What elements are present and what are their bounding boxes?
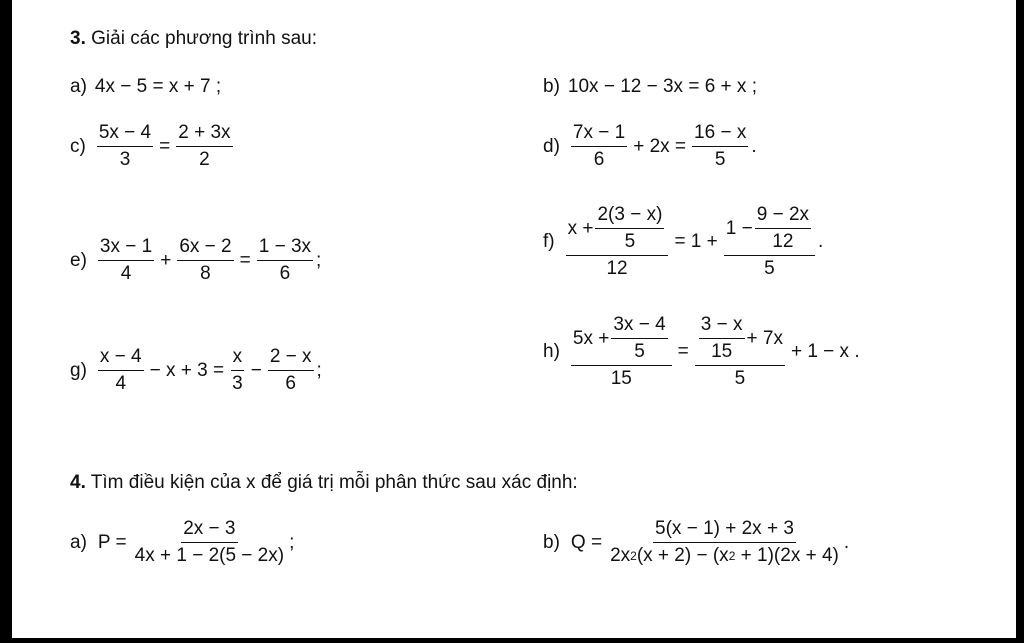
compound-fraction	[571, 314, 672, 390]
exercise-4b	[543, 518, 849, 567]
term: (x + 2) − (x	[636, 545, 729, 566]
lhs: P =	[97, 531, 127, 553]
end-punct: .	[843, 531, 850, 553]
fraction	[97, 122, 153, 171]
label-3g: g)	[70, 359, 87, 381]
worksheet	[12, 0, 1016, 638]
end-punct: ;	[289, 531, 295, 553]
denominator: 4x + 1 − 2(5 − 2x)	[134, 545, 285, 566]
end-punct: ;	[316, 359, 322, 381]
compound-fraction	[724, 204, 815, 280]
numerator: 3 − x	[699, 314, 745, 339]
exercise-3c	[70, 122, 236, 171]
numerator: 2(3 − x)	[595, 204, 664, 229]
lhs: Q =	[570, 531, 603, 553]
numerator: x	[231, 346, 245, 371]
exercise-3f	[543, 204, 823, 280]
fraction	[755, 204, 811, 253]
fraction	[176, 122, 232, 171]
term: 2x	[610, 545, 631, 566]
denominator: 5	[634, 341, 645, 362]
denominator: 4	[115, 373, 127, 394]
label-4a: a)	[70, 531, 87, 553]
numerator: 6x − 2	[177, 236, 233, 261]
operator: =	[677, 341, 689, 362]
fraction	[98, 236, 154, 285]
numerator: 5(x − 1) + 2x + 3	[653, 518, 796, 543]
section-4-title: Tìm điều kiện của x để giá trị mỗi phân thức sau xác định:	[90, 472, 578, 493]
denominator	[608, 543, 841, 567]
denominator: 5	[734, 368, 746, 389]
fraction	[268, 346, 314, 395]
numerator: 2x − 3	[181, 518, 237, 543]
section-4-heading	[70, 472, 578, 494]
label-3d: d)	[543, 135, 560, 157]
term: 5x +	[572, 327, 610, 349]
numerator: x − 4	[98, 346, 144, 371]
numerator: 3x − 1	[98, 236, 154, 261]
exercise-3b	[543, 76, 757, 98]
denominator: 12	[772, 231, 794, 252]
numerator: 16 − x	[692, 122, 748, 147]
exercise-3d	[543, 122, 757, 171]
numerator: 3x − 4	[611, 314, 667, 339]
compound-fraction	[695, 314, 785, 390]
equation-3b: 10x − 12 − 3x = 6 + x ;	[567, 76, 757, 97]
denominator: 5	[714, 149, 726, 170]
section-3-title: Giải các phương trình sau:	[91, 28, 317, 49]
numerator: 9 − 2x	[755, 204, 811, 229]
denominator: 6	[285, 373, 296, 394]
label-3b: b)	[543, 76, 560, 97]
fraction	[177, 236, 233, 285]
numerator: 5x − 4	[97, 122, 153, 147]
end-punct: .	[751, 135, 757, 157]
term: x +	[567, 217, 594, 239]
operator: −	[250, 359, 262, 381]
fraction	[98, 346, 144, 395]
term: + 7x	[746, 327, 783, 349]
section-3-number: 3.	[70, 28, 86, 49]
exercise-4a	[70, 518, 294, 567]
numerator	[695, 314, 785, 366]
exponent: 2	[728, 549, 736, 563]
operator: =	[159, 135, 171, 157]
fraction	[230, 346, 245, 395]
denominator: 6	[593, 149, 605, 170]
label-3f: f)	[543, 231, 555, 252]
numerator: 7x − 1	[571, 122, 627, 147]
fraction	[133, 518, 286, 567]
denominator: 5	[764, 258, 775, 279]
label-3e: e)	[70, 249, 87, 271]
denominator: 8	[200, 263, 211, 284]
operator: + 1 − x .	[790, 341, 860, 362]
operator: + 2x =	[633, 135, 687, 157]
numerator: 2 + 3x	[176, 122, 232, 147]
operator: = 1 +	[674, 231, 718, 252]
denominator: 12	[606, 258, 628, 279]
numerator	[724, 204, 815, 256]
section-3-heading	[70, 28, 317, 50]
fraction	[257, 236, 313, 285]
end-punct: ;	[316, 249, 322, 271]
fraction	[692, 122, 748, 171]
numerator: 2 − x	[268, 346, 314, 371]
term: 1 −	[725, 217, 753, 239]
fraction	[595, 204, 664, 253]
numerator	[571, 314, 672, 366]
denominator: 6	[279, 263, 291, 284]
exponent: 2	[630, 549, 637, 563]
compound-fraction	[566, 204, 669, 280]
label-4b: b)	[543, 531, 560, 553]
numerator	[566, 204, 669, 256]
fraction	[611, 314, 667, 363]
numerator: 1 − 3x	[257, 236, 313, 261]
exercise-3g	[70, 346, 322, 395]
denominator: 4	[120, 263, 132, 284]
operator: − x + 3 =	[149, 359, 225, 381]
label-3a: a)	[70, 76, 87, 97]
label-3h: h)	[543, 341, 560, 362]
equation-3a: 4x − 5 = x + 7 ;	[94, 76, 222, 97]
section-4-number: 4.	[70, 472, 86, 493]
label-3c: c)	[70, 135, 86, 157]
denominator: 2	[199, 149, 210, 170]
exercise-3a	[70, 76, 221, 98]
denominator: 3	[119, 149, 131, 170]
operator: =	[239, 249, 251, 271]
operator: +	[160, 249, 172, 271]
denominator: 15	[610, 368, 632, 389]
denominator: 15	[711, 341, 733, 362]
denominator: 5	[624, 231, 636, 252]
term: + 1)(2x + 4)	[735, 545, 839, 566]
fraction	[571, 122, 627, 171]
end-punct: .	[818, 231, 824, 252]
fraction	[699, 314, 745, 363]
fraction	[608, 518, 841, 567]
exercise-3e	[70, 236, 321, 285]
denominator: 3	[232, 373, 243, 394]
exercise-3h	[543, 314, 863, 390]
